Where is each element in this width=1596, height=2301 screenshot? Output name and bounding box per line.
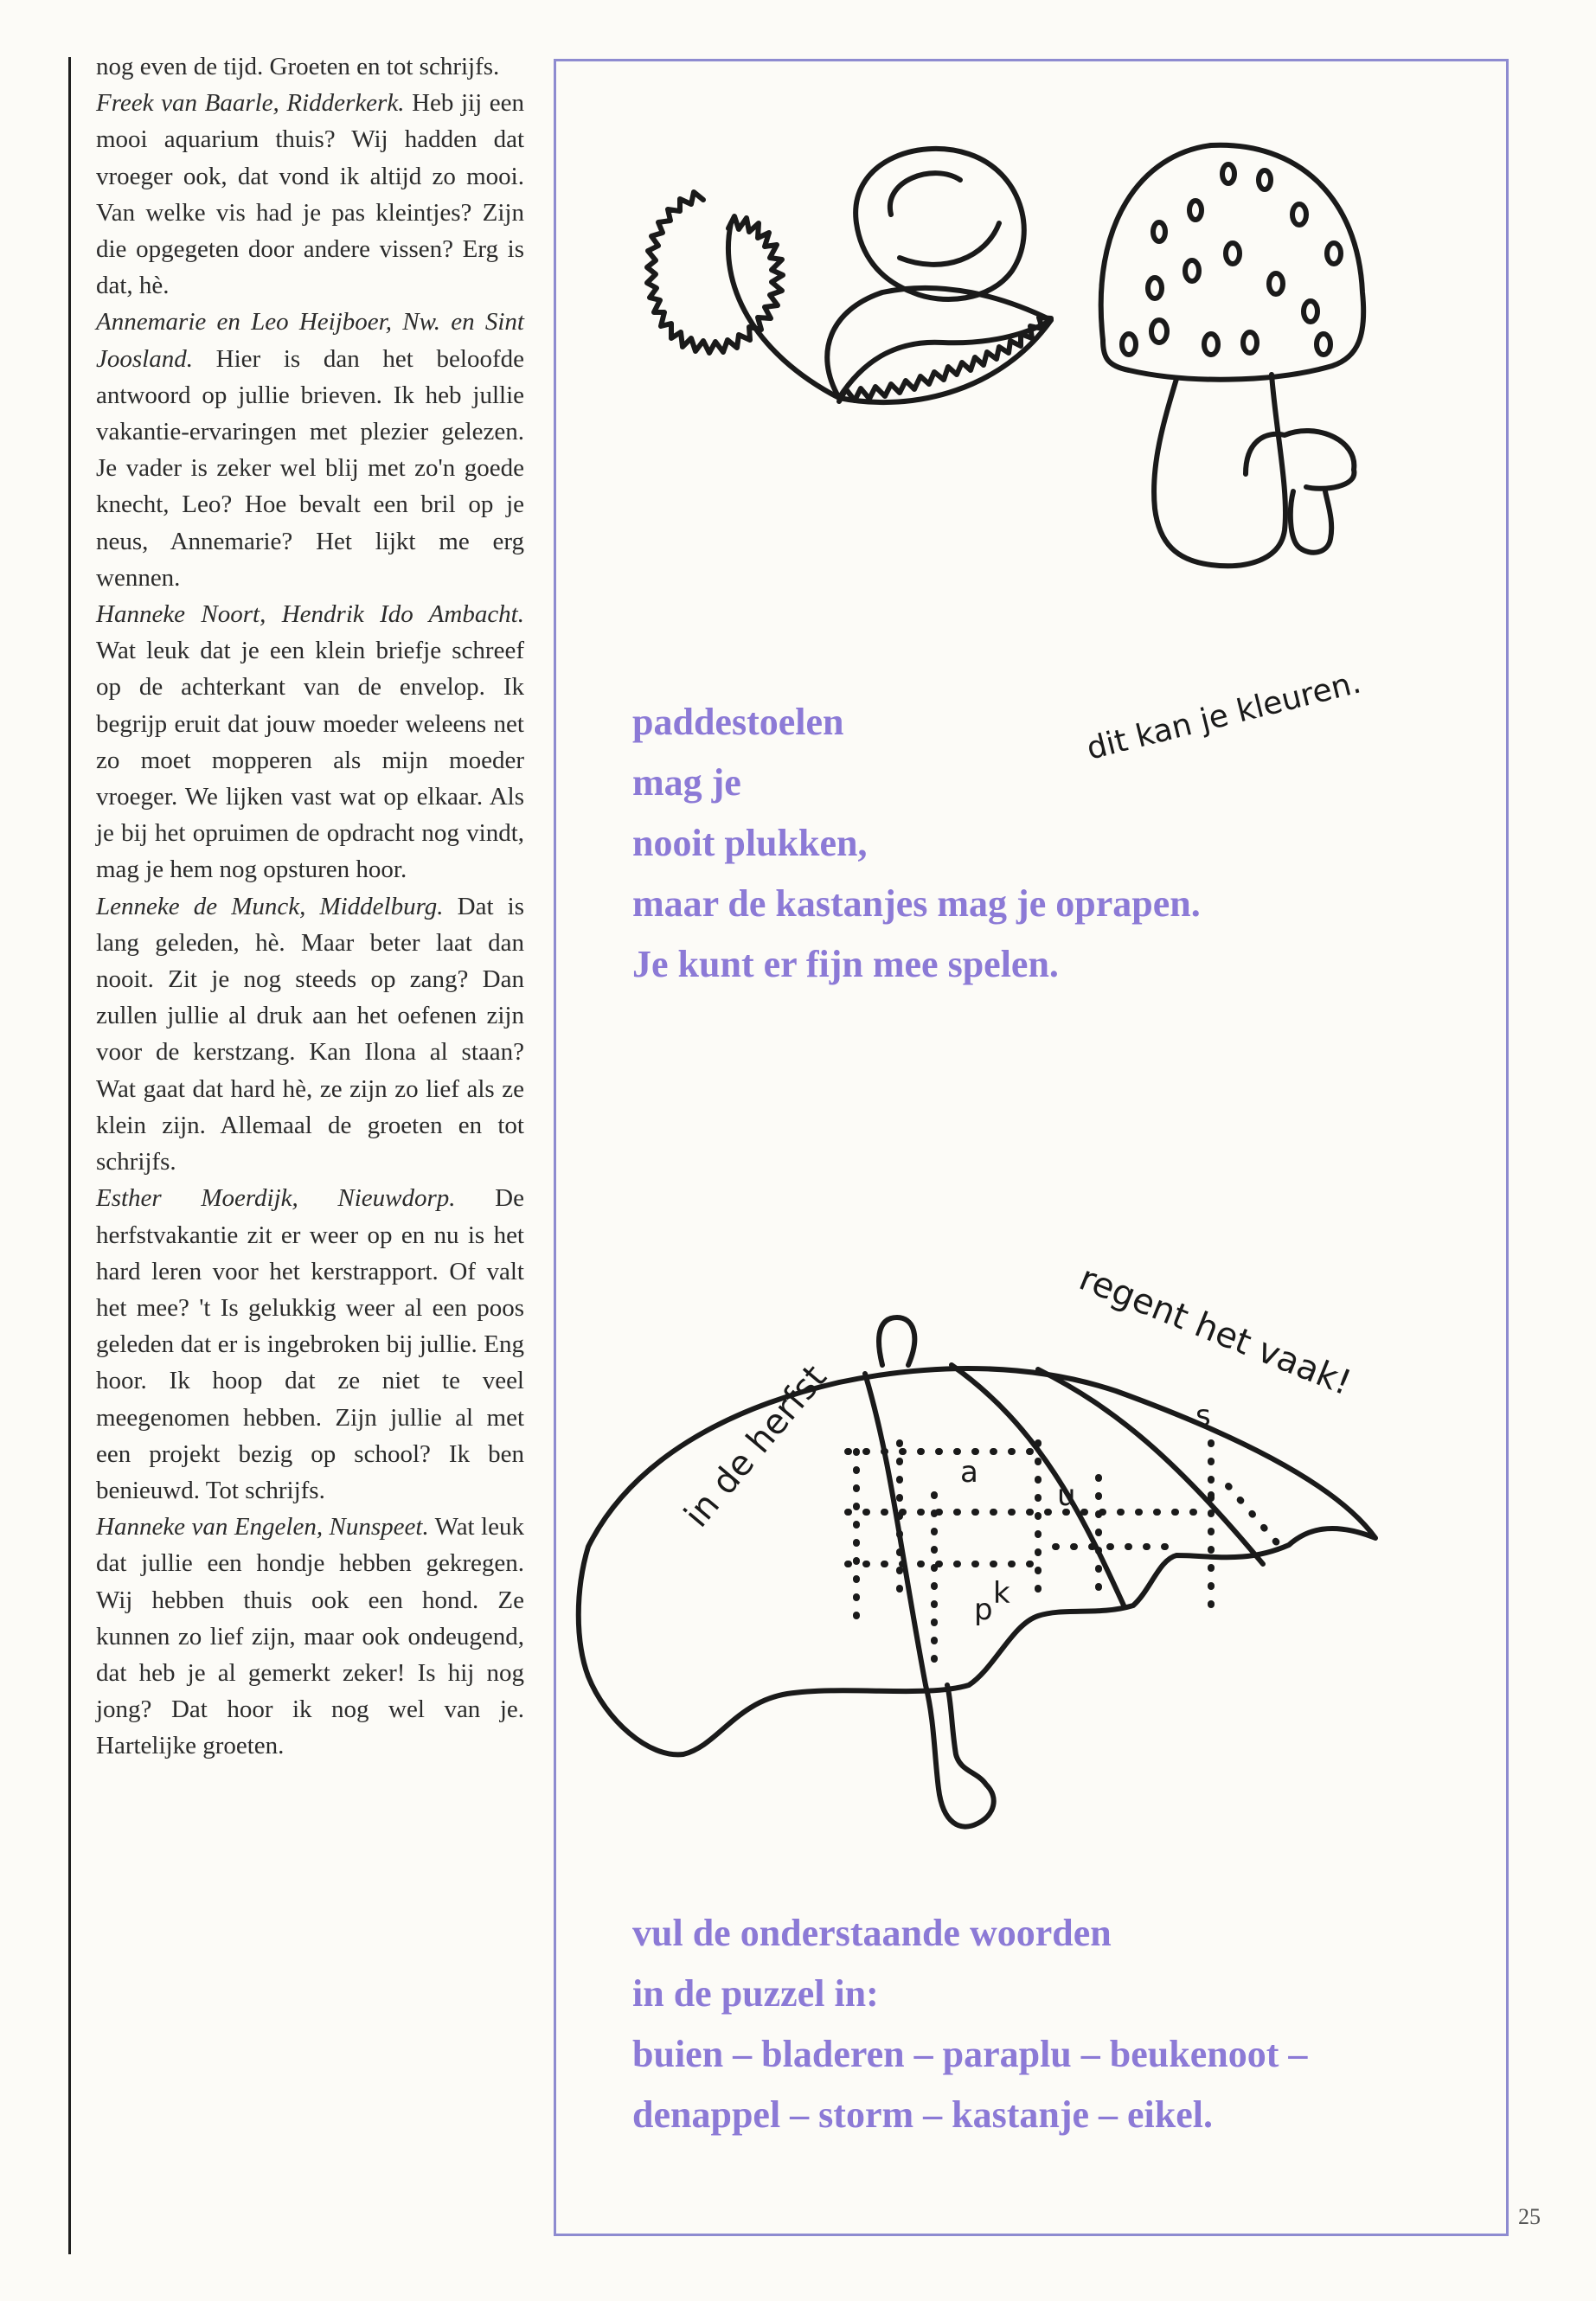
letter-body: Hier is dan het beloofde antwoord op jullie brieven. Ik heb jullie vakantie-ervaringen met plezier gelezen. Je vader is zeker wel blij met zo'n goede knecht, Leo? Hoe bevalt een bril op je neus, Annemarie? Het lijkt me erg wennen. [96,344,524,592]
poem-line: paddestoelen [632,701,844,743]
letter-sender: Esther Moerdijk, Nieuwdorp. [96,1184,456,1213]
letter-1 [96,85,524,304]
instruction-line: denappel – storm – kastanje – eikel. [632,2093,1213,2136]
umbrella-right-caption: regent het vaak! [1074,1258,1357,1404]
letter-body: Wat leuk dat jullie een hondje hebben gekregen. Wij hebben thuis ook een hond. Ze kunnen zo lief zijn, maar ook ondeugend, dat heb je al gemerkt zeker! Is hij nog jong? Dat hoor ik nog wel van je. Hartelijke groeten. [96,1513,524,1760]
poem-line: Je kunt er fijn mee spelen. [632,943,1059,985]
letter-sender: Hanneke Noort, Hendrik Ido Ambacht. [96,600,524,629]
letter-body: De herfstvakantie zit er weer op en nu is het hard leren voor het kerstrapport. Of valt het mee? 't Is gelukkig weer al een poos geleden dat er is ingebroken bij jullie. Eng hoor. Ik hoop dat ze niet te veel meegenomen hebben. Zijn jullie al met een projekt bezig op school? Ik ben benieuwd. Tot schrijfs. [96,1184,524,1504]
color-note: dit kan je kleuren. [1083,664,1365,767]
umbrella-left-caption: in de herfst [676,1357,835,1535]
letter-0 [96,48,524,85]
letter-sender: Hanneke van Engelen, Nunspeet. [96,1513,429,1541]
letter-body: Dat is lang geleden, hè. Maar beter laat dan nooit. Zit je nog steeds op zang? Dan zullen jullie al druk aan het oefenen zijn voor de kerstzang. Kan Ilona al staan? Wat gaat dat hard hè, ze zijn zo lief als ze klein zijn. Allemaal de groeten en tot schrijfs. [96,892,524,1176]
puzzle-instructions [632,1903,1307,2145]
poem-line: maar de kastanjes mag je oprapen. [632,882,1201,925]
instruction-line: in de puzzel in: [632,1972,879,2015]
letter-4 [96,888,524,1181]
instruction-line: buien – bladeren – paraplu – beukenoot – [632,2033,1308,2075]
puzzle-letter: p [974,1593,993,1627]
letter-sender: Freek van Baarle, Ridderkerk. [96,89,405,118]
letter-body: Wat leuk dat je een klein briefje schreef op de achterkant van de envelop. Ik begrijp eruit dat jouw moeder weleens net zo moet mopperen als mijn moeder vroeger. We lijken vast wat op elkaar. Als je bij het opruimen de opdracht nog vindt, mag je hem nog opsturen hoor. [96,637,524,884]
letter-5 [96,1180,524,1509]
instruction-line: vul de onderstaande woorden [632,1912,1112,1954]
letter-sender: Lenneke de Munck, Middelburg. [96,892,444,920]
poem [632,692,1201,995]
puzzle-letter: u [1057,1478,1076,1513]
mushroom-drawing [1101,145,1364,566]
poem-line: nooit plukken, [632,822,868,864]
letter-3 [96,596,524,888]
page-number: 25 [1518,2204,1541,2229]
umbrella-drawing [579,1317,1375,1827]
poem-line: mag je [632,761,741,804]
puzzle-letter: k [993,1576,1010,1611]
letter-body: Heb jij een mooi aquarium thuis? Wij hadden dat vroeger ook, dat vond ik altijd zo mooi. Van welke vis had je pas kleintjes? Zijn die opgegeten door andere vissen? Erg is dat, hè. [96,89,525,300]
letter-6 [96,1509,524,1764]
letter-2 [96,304,524,596]
letter-sender: Annemarie en Leo Heijboer, Nw. en Sint Joosland. [96,308,524,373]
letter-body: nog even de tijd. Groeten en tot schrijfs. [96,53,500,80]
puzzle-letter: a [960,1455,978,1490]
letters-column [96,48,524,1765]
left-margin-rule [68,57,71,2254]
puzzle-letter: s [1195,1399,1211,1433]
chestnut-drawing [647,149,1051,402]
